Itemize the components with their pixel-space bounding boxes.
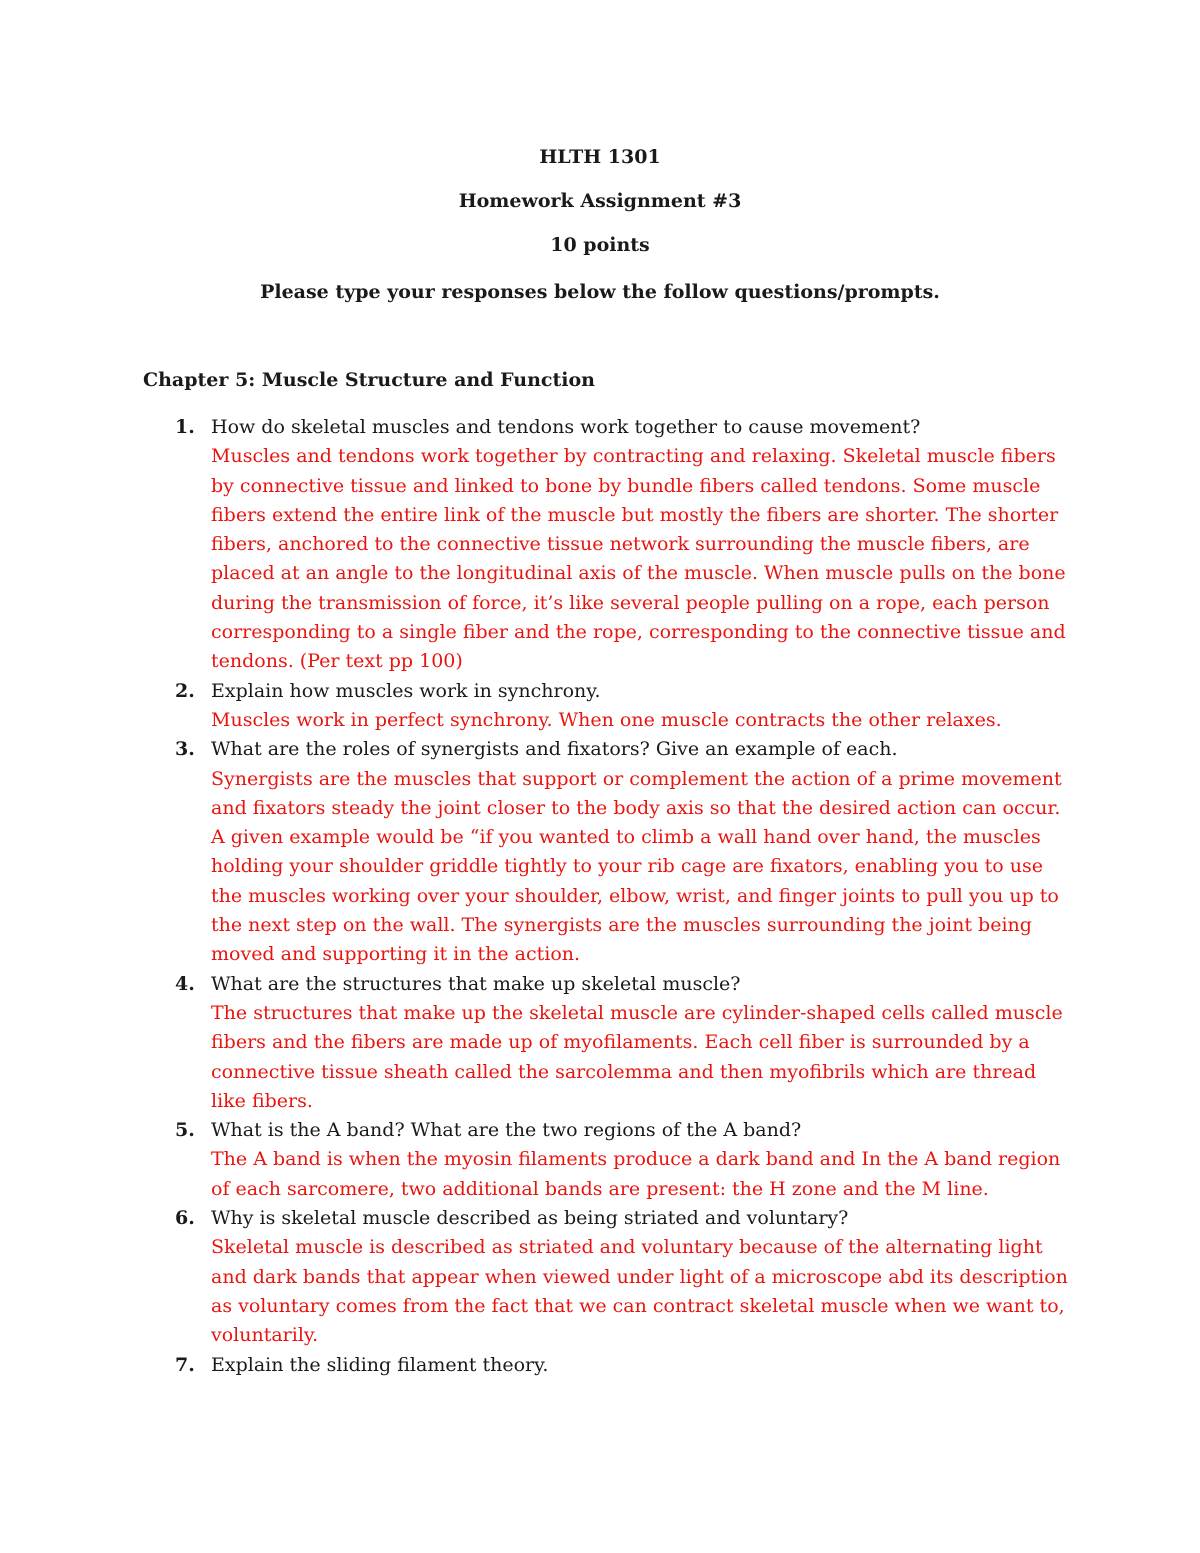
answer-text: The A band is when the myosin filaments produce a dark band and In the A band region of each sarcomere, two additional bands are present: the H zone and the M line.	[211, 1148, 1061, 1200]
answer-text: Muscles and tendons work together by contracting and relaxing. Skeletal muscle fibers by connective tissue and linked to bone by bundle fibers called tendons. Some muscle fibers extend the entire link of the muscle but mostly the fibers are shorter. The shorter fibers, anchored to the connective tissue network surrounding the muscle fibers, are placed at an angle to the longitudinal axis of the muscle. When muscle pulls on the bone during the transmission of force, it’s like several people pulling on a rope, each person corresponding to a single fiber and the rope, corresponding to the connective tissue and tendons. (Per text pp 100)	[211, 445, 1066, 673]
question-item-2	[0, 677, 1071, 736]
assignment-title: Homework Assignment #3	[458, 190, 742, 212]
answer-text: Skeletal muscle is described as striated and voluntary because of the alternating light and dark bands that appear when viewed under light of a microscope abd its description as voluntary comes from the fact that we can contract skeletal muscle when we want to, voluntarily.	[211, 1236, 1068, 1347]
course-title: HLTH 1301	[539, 146, 661, 168]
question-number: 7.	[175, 1353, 195, 1376]
question-text: What are the roles of synergists and fixators? Give an example of each.	[211, 738, 898, 761]
instructions-text: Please type your responses below the follow questions/prompts.	[260, 281, 940, 303]
question-text: Why is skeletal muscle described as being striated and voluntary?	[211, 1207, 849, 1230]
question-number: 1.	[175, 416, 195, 438]
chapter-heading: Chapter 5: Muscle Structure and Function	[143, 369, 595, 391]
points-label: 10 points	[550, 234, 650, 256]
question-number: 5.	[175, 1119, 195, 1142]
question-text: Explain the sliding filament theory.	[211, 1353, 549, 1376]
question-item-7	[0, 1351, 1071, 1380]
question-text: What are the structures that make up skeletal muscle?	[211, 972, 741, 995]
question-number: 2.	[175, 679, 195, 702]
question-list	[0, 413, 1200, 1380]
question-number: 4.	[175, 972, 195, 995]
question-text: How do skeletal muscles and tendons work together to cause movement?	[211, 416, 921, 438]
answer-text: Muscles work in perfect synchrony. When one muscle contracts the other relaxes.	[211, 708, 1002, 731]
answer-text: The structures that make up the skeletal muscle are cylinder-shaped cells called muscle fibers and the fibers are made up of myofilaments. Each cell fiber is surrounded by a connective tissue sheath called the sarcolemma and then myofibrils which are thread like fibers.	[211, 1001, 1063, 1112]
question-item-3	[0, 735, 1071, 969]
question-number: 3.	[175, 738, 195, 761]
question-item-5	[0, 1116, 1071, 1204]
question-item-6	[0, 1204, 1071, 1350]
question-item-4	[0, 970, 1071, 1116]
question-number: 6.	[175, 1207, 195, 1230]
question-text: What is the A band? What are the two regions of the A band?	[211, 1119, 802, 1142]
answer-text: Synergists are the muscles that support or complement the action of a prime movement and fixators steady the joint closer to the body axis so that the desired action can occur. A given example would be “if you wanted to climb a wall hand over hand, the muscles holding your shoulder griddle tightly to your rib cage are fixators, enabling you to use the muscles working over your shoulder, elbow, wrist, and finger joints to pull you up to the next step on the wall. The synergists are the muscles surrounding the joint being moved and supporting it in the action.	[211, 767, 1062, 966]
question-item-1	[0, 413, 1071, 677]
question-text: Explain how muscles work in synchrony.	[211, 679, 601, 702]
